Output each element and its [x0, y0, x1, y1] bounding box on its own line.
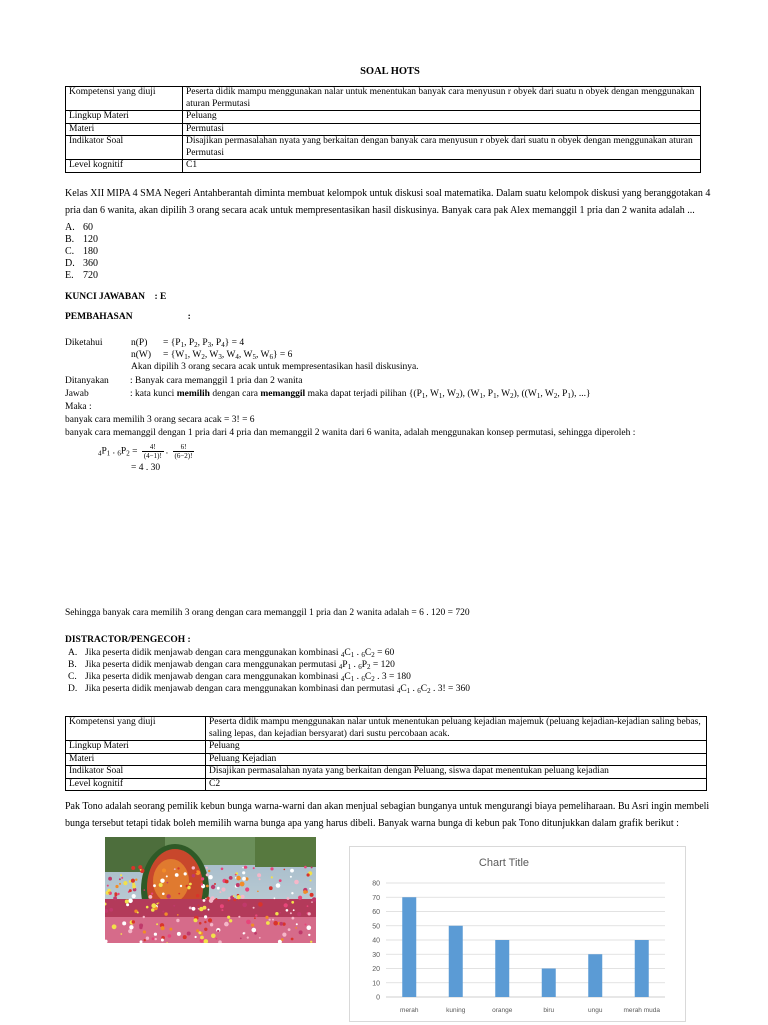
- answer-option: D. 360: [65, 258, 98, 269]
- y-tick-label: 70: [372, 894, 380, 902]
- answer-key: KUNCI JAWABAN : E: [65, 292, 167, 302]
- table-cell: Materi: [66, 753, 206, 766]
- x-tick-label: biru: [543, 1007, 555, 1014]
- solution-line: banyak cara memilih 3 orang secara acak = 3! = 6: [65, 415, 255, 425]
- table-row: [66, 136, 701, 160]
- y-tick-label: 60: [372, 909, 380, 916]
- distractor-item: D. Jika peserta didik menjawab dengan cara menggunakan kombinasi dan permutasi $_4C_1$ . $_6C_2$ . 3! = 360: [68, 684, 471, 695]
- table-row: [66, 111, 701, 124]
- y-tick-label: 40: [372, 937, 380, 945]
- permutation-formula: $_4P_1$ . $_6P_2$ = $\frac{4!}{(4-1)!}$ . $\frac{6!}{(6-2)!}$: [98, 443, 193, 460]
- table-row: [66, 160, 701, 173]
- y-tick-label: 50: [372, 923, 380, 931]
- chart-container: [349, 846, 686, 1022]
- question-2-text: Pak Tono adalah seorang pemilik kebun bunga warna-warni dan akan menjual sebagian bunganya untuk mengurangi biaya pemeliharaan. Bu Asri ingin membeli bunga tersebut tetapi tidak boleh memilih warna bunga apa yang harus dibeli. Banyak warna bunga di kebun pak Tono ditunjukkan dalam grafik berikut :: [65, 801, 710, 829]
- bar-merah-muda: [635, 940, 649, 997]
- solution-known: Diketahui n(P) = {$P_1$, $P_2$, $P_3$, $P_4\} = 4$: [65, 338, 245, 349]
- table-cell: Materi: [66, 123, 183, 136]
- table-cell: Level kognitif: [66, 778, 206, 791]
- chart-title: Chart Title: [478, 857, 530, 869]
- document-title: SOAL HOTS: [360, 66, 420, 77]
- table-row: [66, 123, 701, 136]
- table-row: [66, 717, 707, 741]
- table-row: [66, 753, 707, 766]
- table-cell: C2: [206, 778, 707, 791]
- distractor-item: B. Jika peserta didik menjawab dengan cara menggunakan permutasi $_4P_1$ . $_6P_2 = 120$: [68, 660, 395, 671]
- y-tick-label: 10: [372, 980, 380, 988]
- table-cell: Permutasi: [183, 123, 701, 136]
- answer-option: B. 120: [65, 234, 98, 245]
- table-cell: Peluang: [183, 111, 701, 124]
- bar-chart: [350, 847, 685, 1021]
- bar-kuning: [449, 926, 463, 997]
- distractor-heading: DISTRACTOR/PENGECOH :: [65, 635, 191, 645]
- bar-ungu: [588, 954, 602, 997]
- table-row: [66, 778, 707, 791]
- pembahasan-heading: PEMBAHASAN :: [65, 312, 191, 322]
- formula-result: = 4 . 30: [131, 463, 161, 473]
- flower-garden-illustration: [105, 837, 316, 943]
- solution-answer: Jawab : kata kunci memilih dengan cara memanggil maka dapat terjadi pilihan {($P_1$, $W_1$, $W_2$), ($W_1$, $P_1$, $W_2$), (($W_1$, $W_2$, $P_1$), ...}: [65, 389, 591, 400]
- fraction: $\frac{6!}{(6-2)!}$: [174, 443, 193, 460]
- bar-orange: [495, 940, 509, 997]
- competency-table-2: [65, 716, 707, 791]
- table-cell: Lingkup Materi: [66, 111, 183, 124]
- x-tick-label: ungu: [588, 1007, 603, 1014]
- table-cell: Peserta didik mampu menggunakan nalar untuk menentukan peluang kejadian majemuk (peluang kejadian-kejadian saling bebas, saling lepas, dan kejadian bersyarat) dari sustu percobaan acak.: [206, 717, 707, 741]
- table-cell: Kompetensi yang diuji: [66, 717, 206, 741]
- table-cell: Peluang: [206, 741, 707, 754]
- x-tick-label: orange: [492, 1007, 513, 1014]
- y-tick-label: 30: [372, 951, 380, 959]
- answer-option: A. 60: [65, 222, 93, 233]
- solution-line: banyak cara memanggil dengan 1 pria dari 4 pria dan memanggil 2 wanita dari 6 wanita, adalah menggunakan konsep permutasi, sehingga diperoleh :: [65, 428, 636, 438]
- table-cell: Indikator Soal: [66, 766, 206, 779]
- solution-note: Akan dipilih 3 orang secara acak untuk mempresentasikan hasil diskusinya.: [131, 362, 419, 372]
- table-cell: Indikator Soal: [66, 136, 183, 160]
- table-cell: C1: [183, 160, 701, 173]
- solution-conclusion: Sehingga banyak cara memilih 3 orang dengan cara memanggil 1 pria dan 2 wanita adalah = 6 . 120 = 720: [65, 608, 470, 618]
- table-cell: Disajikan permasalahan nyata yang berkaitan dengan Peluang, siswa dapat menentukan peluang kejadian: [206, 766, 707, 779]
- distractor-item: A. Jika peserta didik menjawab dengan cara menggunakan kombinasi $_4C_1$ . $_6C_2 = 60$: [68, 648, 395, 659]
- table-row: [66, 87, 701, 111]
- x-tick-label: merah: [400, 1007, 419, 1014]
- distractor-item: C. Jika peserta didik menjawab dengan cara menggunakan kombinasi $_4C_1$ . $_6C_2$ . 3 = 180: [68, 672, 411, 683]
- y-tick-label: 20: [372, 966, 380, 973]
- fraction: $\frac{4!}{(4-1)!}$: [143, 443, 162, 460]
- question-1-text: Kelas XII MIPA 4 SMA Negeri Antahberantah diminta membuat kelompok untuk diskusi soal matematika. Dalam suatu kelompok diskusi yang beranggotakan 4 pria dan 6 wanita, akan dipilih 3 orang secara acak untuk mempresentasikan hasil diskusinya. Banyak cara pak Alex memanggil 1 pria dan 2 wanita adalah ...: [65, 188, 711, 216]
- answer-option: C. 180: [65, 246, 98, 257]
- answer-option: E. 720: [65, 270, 98, 281]
- table-cell: Peserta didik mampu menggunakan nalar untuk menentukan banyak cara menyusun r obyek dari suatu n obyek dengan menggunakan aturan Permutasi: [183, 87, 701, 111]
- y-tick-label: 0: [376, 994, 380, 1002]
- table-cell: Kompetensi yang diuji: [66, 87, 183, 111]
- table-cell: Lingkup Materi: [66, 741, 206, 754]
- flower-garden-photo: [105, 837, 316, 943]
- y-tick-label: 80: [372, 880, 380, 888]
- table-cell: Disajikan permasalahan nyata yang berkaitan dengan banyak cara menyusun r obyek dari suatu n obyek dengan menggunakan aturan Permutasi: [183, 136, 701, 160]
- bar-biru: [542, 969, 556, 998]
- table-row: [66, 741, 707, 754]
- competency-table-1: [65, 86, 701, 173]
- solution-asked: Ditanyakan : Banyak cara memanggil 1 pria dan 2 wanita: [65, 376, 303, 386]
- table-row: [66, 766, 707, 779]
- table-cell: Peluang Kejadian: [206, 753, 707, 766]
- table-cell: Level kognitif: [66, 160, 183, 173]
- bar-merah: [402, 897, 416, 997]
- x-tick-label: merah muda: [623, 1007, 660, 1014]
- x-tick-label: kuning: [446, 1007, 466, 1014]
- solution-then: Maka :: [65, 402, 92, 412]
